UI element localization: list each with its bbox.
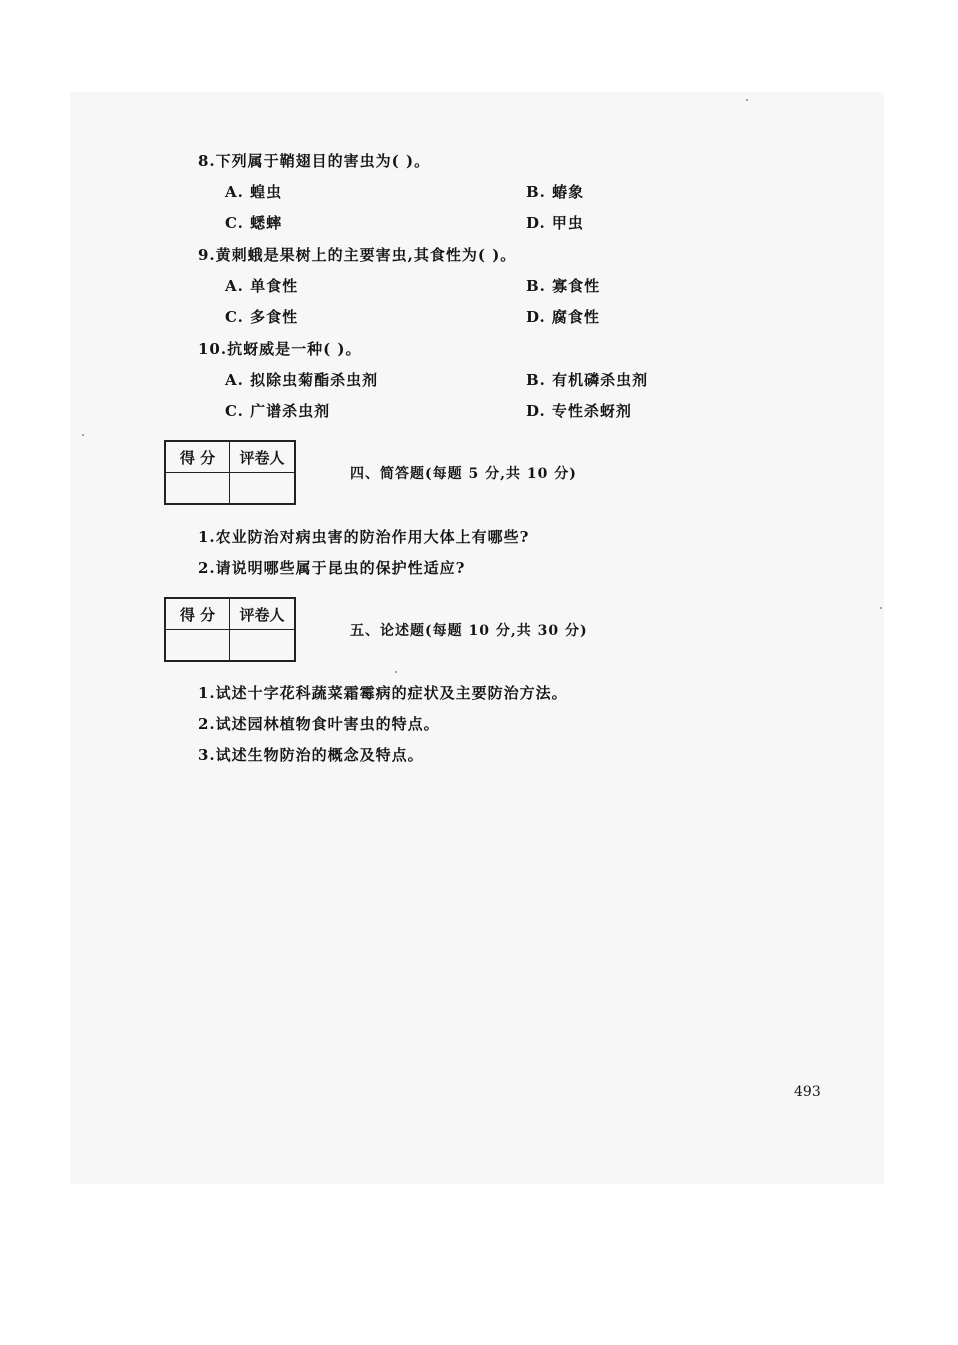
section-4-item-1: 1.农业防治对病虫害的防治作用大体上有哪些? xyxy=(198,528,530,546)
section-5-item-3: 3.试述生物防治的概念及特点。 xyxy=(198,746,424,764)
score-cell xyxy=(165,473,230,505)
section-5-item-2: 2.试述园林植物食叶害虫的特点。 xyxy=(198,715,440,733)
question-8-option-a: A. 蝗虫 xyxy=(225,183,283,201)
question-10-option-d: D. 专性杀蚜剂 xyxy=(526,402,632,420)
section-5-item-1: 1.试述十字花科蔬菜霜霉病的症状及主要防治方法。 xyxy=(198,684,568,702)
scan-speck xyxy=(82,434,84,436)
grader-header: 评卷人 xyxy=(230,598,296,630)
question-8-option-d: D. 甲虫 xyxy=(526,214,584,232)
score-header: 得 分 xyxy=(165,441,230,473)
question-8-stem: 8.下列属于鞘翅目的害虫为( )。 xyxy=(198,152,431,170)
section-5-title: 五、论述题(每题 10 分,共 30 分) xyxy=(350,623,588,639)
page-number: 493 xyxy=(794,1084,821,1100)
grader-cell xyxy=(230,473,296,505)
scan-speck xyxy=(880,607,882,609)
question-9-option-a: A. 单食性 xyxy=(225,277,299,295)
question-9-option-b: B. 寡食性 xyxy=(526,277,601,295)
score-header: 得 分 xyxy=(165,598,230,630)
question-10-stem: 10.抗蚜威是一种( )。 xyxy=(198,340,362,358)
score-table-section-4 xyxy=(164,440,296,505)
scan-speck xyxy=(395,671,397,673)
question-9-option-d: D. 腐食性 xyxy=(526,308,600,326)
grader-cell xyxy=(230,630,296,662)
question-9-stem: 9.黄刺蛾是果树上的主要害虫,其食性为( )。 xyxy=(198,246,517,264)
section-4-title: 四、简答题(每题 5 分,共 10 分) xyxy=(350,466,577,482)
question-9-option-c: C. 多食性 xyxy=(225,308,299,326)
question-10-option-a: A. 拟除虫菊酯杀虫剂 xyxy=(225,371,379,389)
question-8-option-c: C. 蟋蟀 xyxy=(225,214,283,232)
question-10-option-b: B. 有机磷杀虫剂 xyxy=(526,371,649,389)
question-8-option-b: B. 蝽象 xyxy=(526,183,585,201)
scan-speck xyxy=(746,99,748,101)
score-table-section-5 xyxy=(164,597,296,662)
score-cell xyxy=(165,630,230,662)
section-4-item-2: 2.请说明哪些属于昆虫的保护性适应? xyxy=(198,559,466,577)
grader-header: 评卷人 xyxy=(230,441,296,473)
question-10-option-c: C. 广谱杀虫剂 xyxy=(225,402,331,420)
